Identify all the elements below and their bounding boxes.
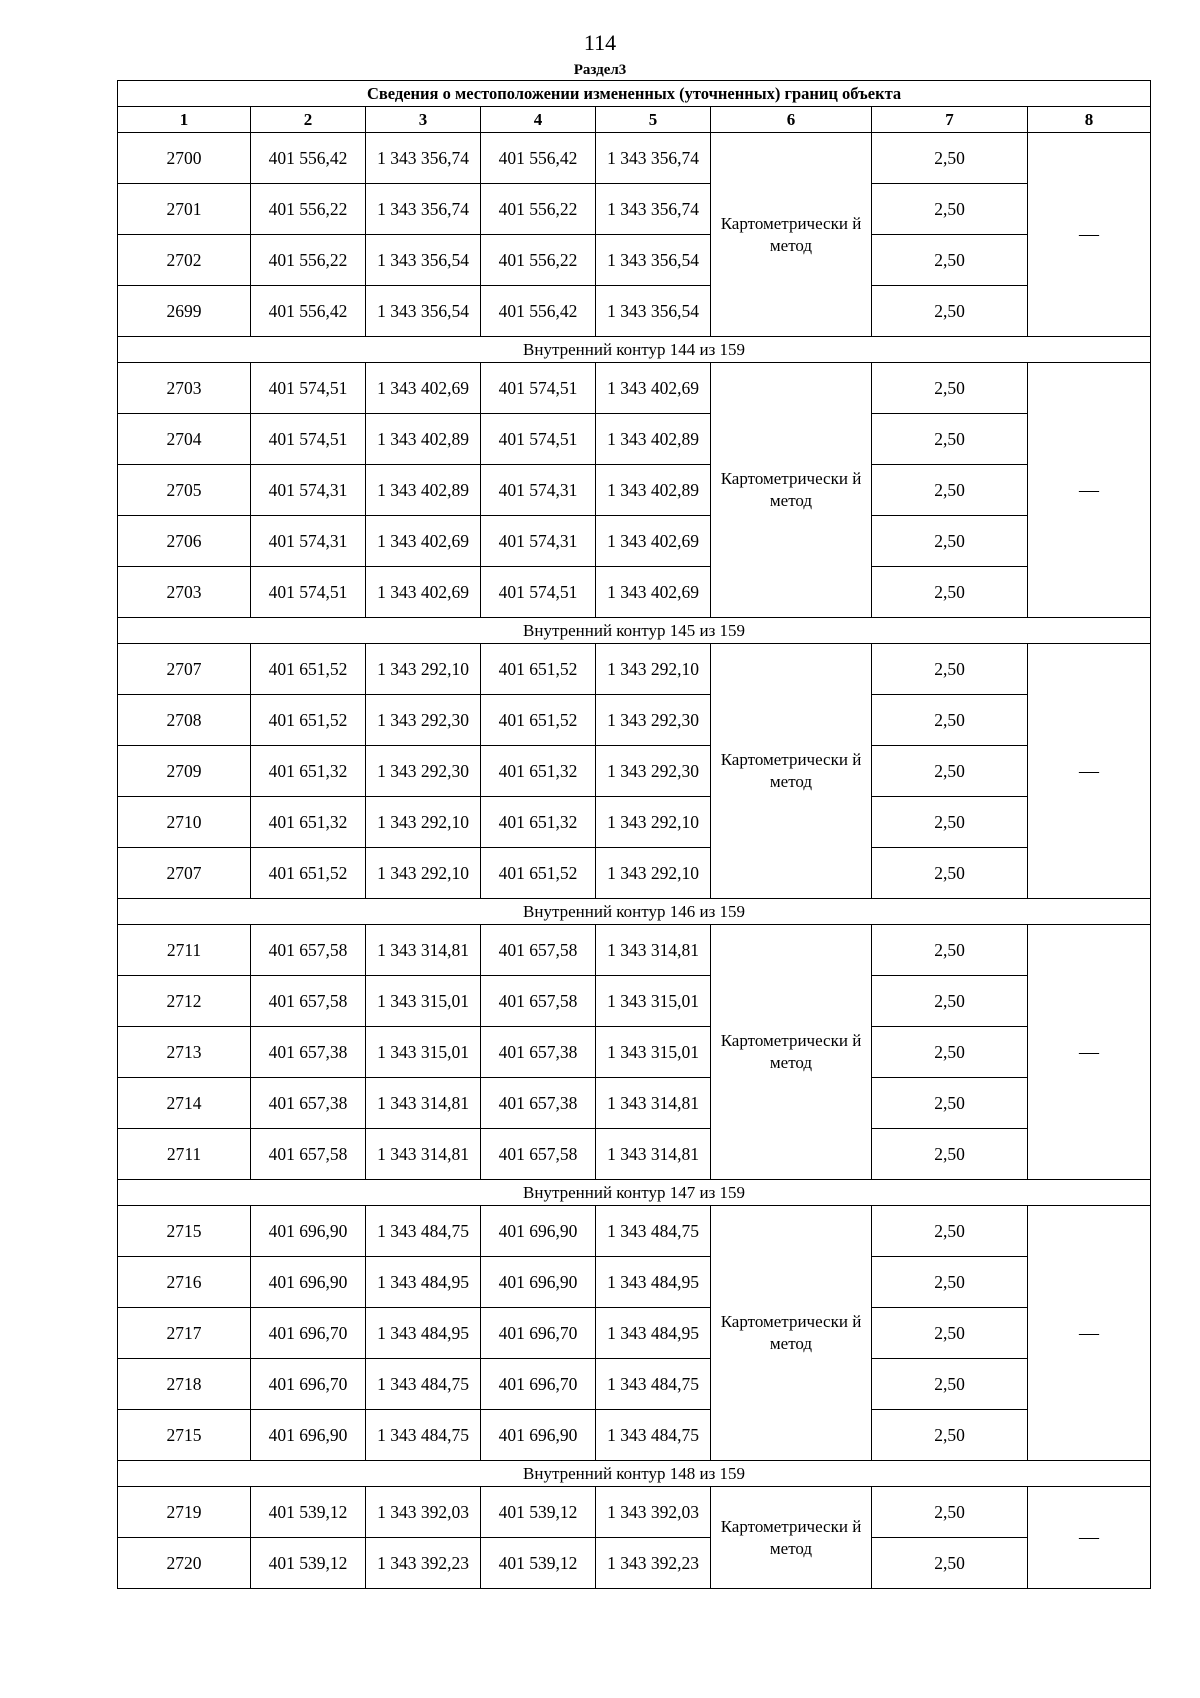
accuracy-cell: 2,50 — [872, 1308, 1028, 1359]
cell-col-3: 1 343 484,75 — [366, 1206, 481, 1257]
table-row — [118, 465, 1151, 516]
accuracy-cell: 2,50 — [872, 644, 1028, 695]
table-row — [118, 1308, 1151, 1359]
accuracy-cell: 2,50 — [872, 1257, 1028, 1308]
table-row — [118, 848, 1151, 899]
cell-col-2: 401 651,32 — [251, 797, 366, 848]
column-header: 3 — [366, 107, 481, 133]
cell-col-5: 1 343 484,75 — [596, 1359, 711, 1410]
cell-col-5: 1 343 484,75 — [596, 1206, 711, 1257]
notes-cell: — — [1028, 363, 1151, 618]
section-title: Раздел3 — [573, 62, 627, 78]
table-row — [118, 184, 1151, 235]
cell-col-5: 1 343 402,69 — [596, 567, 711, 618]
method-cell: Картометрически й метод — [711, 1206, 872, 1461]
table-row — [118, 1027, 1151, 1078]
method-cell: Картометрически й метод — [711, 925, 872, 1180]
cell-col-1: 2715 — [118, 1410, 251, 1461]
table-row — [118, 1257, 1151, 1308]
cell-col-2: 401 556,22 — [251, 235, 366, 286]
cell-col-5: 1 343 402,69 — [596, 516, 711, 567]
accuracy-cell: 2,50 — [872, 1410, 1028, 1461]
cell-col-1: 2715 — [118, 1206, 251, 1257]
cell-col-5: 1 343 484,95 — [596, 1308, 711, 1359]
accuracy-cell: 2,50 — [872, 184, 1028, 235]
notes-cell: — — [1028, 925, 1151, 1180]
contour-row — [118, 618, 1151, 644]
cell-col-3: 1 343 292,10 — [366, 644, 481, 695]
accuracy-cell: 2,50 — [872, 133, 1028, 184]
accuracy-cell: 2,50 — [872, 1027, 1028, 1078]
cell-col-4: 401 657,58 — [481, 925, 596, 976]
cell-col-3: 1 343 484,95 — [366, 1308, 481, 1359]
cell-col-3: 1 343 292,30 — [366, 746, 481, 797]
accuracy-cell: 2,50 — [872, 465, 1028, 516]
cell-col-2: 401 651,52 — [251, 848, 366, 899]
cell-col-4: 401 657,58 — [481, 976, 596, 1027]
table-row — [118, 797, 1151, 848]
cell-col-3: 1 343 292,10 — [366, 848, 481, 899]
cell-col-5: 1 343 356,54 — [596, 235, 711, 286]
cell-col-2: 401 574,51 — [251, 363, 366, 414]
accuracy-cell: 2,50 — [872, 1206, 1028, 1257]
cell-col-1: 2716 — [118, 1257, 251, 1308]
contour-label: Внутренний контур 147 из 159 — [118, 1180, 1151, 1206]
cell-col-4: 401 696,90 — [481, 1410, 596, 1461]
cell-col-2: 401 696,70 — [251, 1308, 366, 1359]
table-row — [118, 1359, 1151, 1410]
cell-col-4: 401 651,52 — [481, 644, 596, 695]
accuracy-cell: 2,50 — [872, 516, 1028, 567]
cell-col-2: 401 657,38 — [251, 1027, 366, 1078]
cell-col-5: 1 343 402,89 — [596, 414, 711, 465]
cell-col-1: 2711 — [118, 925, 251, 976]
cell-col-1: 2720 — [118, 1538, 251, 1589]
cell-col-1: 2707 — [118, 644, 251, 695]
cell-col-2: 401 657,58 — [251, 925, 366, 976]
cell-col-5: 1 343 292,10 — [596, 644, 711, 695]
cell-col-5: 1 343 314,81 — [596, 1078, 711, 1129]
accuracy-cell: 2,50 — [872, 925, 1028, 976]
cell-col-1: 2699 — [118, 286, 251, 337]
cell-col-5: 1 343 356,74 — [596, 184, 711, 235]
cell-col-4: 401 574,51 — [481, 414, 596, 465]
cell-col-2: 401 539,12 — [251, 1487, 366, 1538]
cell-col-3: 1 343 314,81 — [366, 1129, 481, 1180]
cell-col-1: 2712 — [118, 976, 251, 1027]
method-cell: Картометрически й метод — [711, 133, 872, 337]
cell-col-3: 1 343 484,75 — [366, 1410, 481, 1461]
table-row — [118, 925, 1151, 976]
cell-col-4: 401 539,12 — [481, 1538, 596, 1589]
cell-col-4: 401 657,58 — [481, 1129, 596, 1180]
table-row — [118, 1410, 1151, 1461]
contour-label: Внутренний контур 146 из 159 — [118, 899, 1151, 925]
cell-col-2: 401 696,70 — [251, 1359, 366, 1410]
contour-row — [118, 337, 1151, 363]
cell-col-3: 1 343 314,81 — [366, 1078, 481, 1129]
cell-col-1: 2704 — [118, 414, 251, 465]
table-row — [118, 1129, 1151, 1180]
cell-col-5: 1 343 392,03 — [596, 1487, 711, 1538]
cell-col-5: 1 343 315,01 — [596, 1027, 711, 1078]
cell-col-1: 2703 — [118, 363, 251, 414]
cell-col-5: 1 343 402,69 — [596, 363, 711, 414]
column-header: 1 — [118, 107, 251, 133]
cell-col-3: 1 343 392,23 — [366, 1538, 481, 1589]
cell-col-5: 1 343 484,75 — [596, 1410, 711, 1461]
cell-col-4: 401 556,22 — [481, 184, 596, 235]
cell-col-2: 401 574,31 — [251, 516, 366, 567]
cell-col-3: 1 343 292,30 — [366, 695, 481, 746]
cell-col-3: 1 343 484,95 — [366, 1257, 481, 1308]
accuracy-cell: 2,50 — [872, 567, 1028, 618]
table-row — [118, 235, 1151, 286]
accuracy-cell: 2,50 — [872, 695, 1028, 746]
cell-col-2: 401 651,32 — [251, 746, 366, 797]
cell-col-1: 2719 — [118, 1487, 251, 1538]
notes-cell: — — [1028, 1487, 1151, 1589]
cell-col-2: 401 696,90 — [251, 1206, 366, 1257]
cell-col-2: 401 651,52 — [251, 644, 366, 695]
cell-col-1: 2702 — [118, 235, 251, 286]
cell-col-2: 401 556,22 — [251, 184, 366, 235]
cell-col-3: 1 343 402,69 — [366, 363, 481, 414]
column-header: 7 — [872, 107, 1028, 133]
cell-col-5: 1 343 314,81 — [596, 1129, 711, 1180]
table-row — [118, 1538, 1151, 1589]
cell-col-4: 401 696,90 — [481, 1206, 596, 1257]
cell-col-4: 401 696,70 — [481, 1308, 596, 1359]
cell-col-3: 1 343 315,01 — [366, 1027, 481, 1078]
contour-label: Внутренний контур 145 из 159 — [118, 618, 1151, 644]
cell-col-2: 401 556,42 — [251, 133, 366, 184]
cell-col-2: 401 651,52 — [251, 695, 366, 746]
cell-col-2: 401 657,58 — [251, 976, 366, 1027]
method-cell: Картометрически й метод — [711, 644, 872, 899]
table-row — [118, 695, 1151, 746]
cell-col-3: 1 343 356,54 — [366, 235, 481, 286]
cell-col-1: 2707 — [118, 848, 251, 899]
boundary-coordinates-table — [117, 80, 1151, 1589]
cell-col-5: 1 343 292,10 — [596, 797, 711, 848]
cell-col-1: 2718 — [118, 1359, 251, 1410]
cell-col-4: 401 539,12 — [481, 1487, 596, 1538]
cell-col-1: 2711 — [118, 1129, 251, 1180]
cell-col-3: 1 343 315,01 — [366, 976, 481, 1027]
cell-col-5: 1 343 292,10 — [596, 848, 711, 899]
accuracy-cell: 2,50 — [872, 286, 1028, 337]
cell-col-2: 401 657,58 — [251, 1129, 366, 1180]
table-row — [118, 133, 1151, 184]
table-row — [118, 516, 1151, 567]
cell-col-4: 401 651,52 — [481, 848, 596, 899]
method-cell: Картометрически й метод — [711, 363, 872, 618]
cell-col-4: 401 696,90 — [481, 1257, 596, 1308]
column-header: 8 — [1028, 107, 1151, 133]
cell-col-5: 1 343 402,89 — [596, 465, 711, 516]
cell-col-4: 401 657,38 — [481, 1027, 596, 1078]
cell-col-5: 1 343 314,81 — [596, 925, 711, 976]
method-cell: Картометрически й метод — [711, 1487, 872, 1589]
table-row — [118, 1078, 1151, 1129]
cell-col-3: 1 343 292,10 — [366, 797, 481, 848]
cell-col-3: 1 343 402,69 — [366, 516, 481, 567]
column-header: 2 — [251, 107, 366, 133]
contour-label: Внутренний контур 148 из 159 — [118, 1461, 1151, 1487]
table-row — [118, 363, 1151, 414]
notes-cell: — — [1028, 644, 1151, 899]
cell-col-1: 2710 — [118, 797, 251, 848]
table-row — [118, 644, 1151, 695]
cell-col-5: 1 343 484,95 — [596, 1257, 711, 1308]
accuracy-cell: 2,50 — [872, 976, 1028, 1027]
column-header: 5 — [596, 107, 711, 133]
contour-row — [118, 899, 1151, 925]
cell-col-4: 401 574,31 — [481, 465, 596, 516]
table-row — [118, 1487, 1151, 1538]
contour-row — [118, 1461, 1151, 1487]
cell-col-4: 401 556,42 — [481, 133, 596, 184]
cell-col-3: 1 343 402,89 — [366, 414, 481, 465]
cell-col-3: 1 343 484,75 — [366, 1359, 481, 1410]
cell-col-1: 2701 — [118, 184, 251, 235]
cell-col-3: 1 343 356,54 — [366, 286, 481, 337]
table-row — [118, 1206, 1151, 1257]
cell-col-5: 1 343 292,30 — [596, 695, 711, 746]
cell-col-3: 1 343 356,74 — [366, 133, 481, 184]
cell-col-4: 401 651,52 — [481, 695, 596, 746]
accuracy-cell: 2,50 — [872, 235, 1028, 286]
cell-col-4: 401 574,31 — [481, 516, 596, 567]
cell-col-5: 1 343 392,23 — [596, 1538, 711, 1589]
cell-col-3: 1 343 392,03 — [366, 1487, 481, 1538]
cell-col-1: 2706 — [118, 516, 251, 567]
accuracy-cell: 2,50 — [872, 1129, 1028, 1180]
table-row — [118, 976, 1151, 1027]
notes-cell: — — [1028, 1206, 1151, 1461]
cell-col-4: 401 696,70 — [481, 1359, 596, 1410]
cell-col-1: 2705 — [118, 465, 251, 516]
cell-col-4: 401 651,32 — [481, 797, 596, 848]
page-number: 114 — [583, 30, 617, 55]
cell-col-4: 401 657,38 — [481, 1078, 596, 1129]
cell-col-3: 1 343 356,74 — [366, 184, 481, 235]
table-row — [118, 567, 1151, 618]
accuracy-cell: 2,50 — [872, 1538, 1028, 1589]
cell-col-2: 401 574,51 — [251, 414, 366, 465]
accuracy-cell: 2,50 — [872, 746, 1028, 797]
cell-col-4: 401 574,51 — [481, 567, 596, 618]
column-header: 6 — [711, 107, 872, 133]
cell-col-1: 2717 — [118, 1308, 251, 1359]
cell-col-5: 1 343 292,30 — [596, 746, 711, 797]
cell-col-2: 401 696,90 — [251, 1410, 366, 1461]
notes-cell: — — [1028, 133, 1151, 337]
accuracy-cell: 2,50 — [872, 1487, 1028, 1538]
cell-col-2: 401 539,12 — [251, 1538, 366, 1589]
column-header: 4 — [481, 107, 596, 133]
cell-col-5: 1 343 356,74 — [596, 133, 711, 184]
accuracy-cell: 2,50 — [872, 797, 1028, 848]
cell-col-3: 1 343 402,89 — [366, 465, 481, 516]
accuracy-cell: 2,50 — [872, 1078, 1028, 1129]
table-row — [118, 286, 1151, 337]
table-row — [118, 414, 1151, 465]
cell-col-3: 1 343 314,81 — [366, 925, 481, 976]
cell-col-2: 401 696,90 — [251, 1257, 366, 1308]
cell-col-1: 2714 — [118, 1078, 251, 1129]
cell-col-5: 1 343 356,54 — [596, 286, 711, 337]
accuracy-cell: 2,50 — [872, 363, 1028, 414]
cell-col-1: 2703 — [118, 567, 251, 618]
contour-label: Внутренний контур 144 из 159 — [118, 337, 1151, 363]
cell-col-1: 2709 — [118, 746, 251, 797]
accuracy-cell: 2,50 — [872, 848, 1028, 899]
cell-col-4: 401 574,51 — [481, 363, 596, 414]
cell-col-1: 2713 — [118, 1027, 251, 1078]
cell-col-2: 401 574,31 — [251, 465, 366, 516]
cell-col-4: 401 651,32 — [481, 746, 596, 797]
cell-col-1: 2708 — [118, 695, 251, 746]
table-row — [118, 746, 1151, 797]
accuracy-cell: 2,50 — [872, 1359, 1028, 1410]
cell-col-4: 401 556,42 — [481, 286, 596, 337]
contour-row — [118, 1180, 1151, 1206]
cell-col-3: 1 343 402,69 — [366, 567, 481, 618]
table-caption: Сведения о местоположении измененных (уточненных) границ объекта — [118, 81, 1151, 107]
accuracy-cell: 2,50 — [872, 414, 1028, 465]
cell-col-2: 401 556,42 — [251, 286, 366, 337]
cell-col-1: 2700 — [118, 133, 251, 184]
cell-col-2: 401 657,38 — [251, 1078, 366, 1129]
cell-col-2: 401 574,51 — [251, 567, 366, 618]
cell-col-5: 1 343 315,01 — [596, 976, 711, 1027]
cell-col-4: 401 556,22 — [481, 235, 596, 286]
